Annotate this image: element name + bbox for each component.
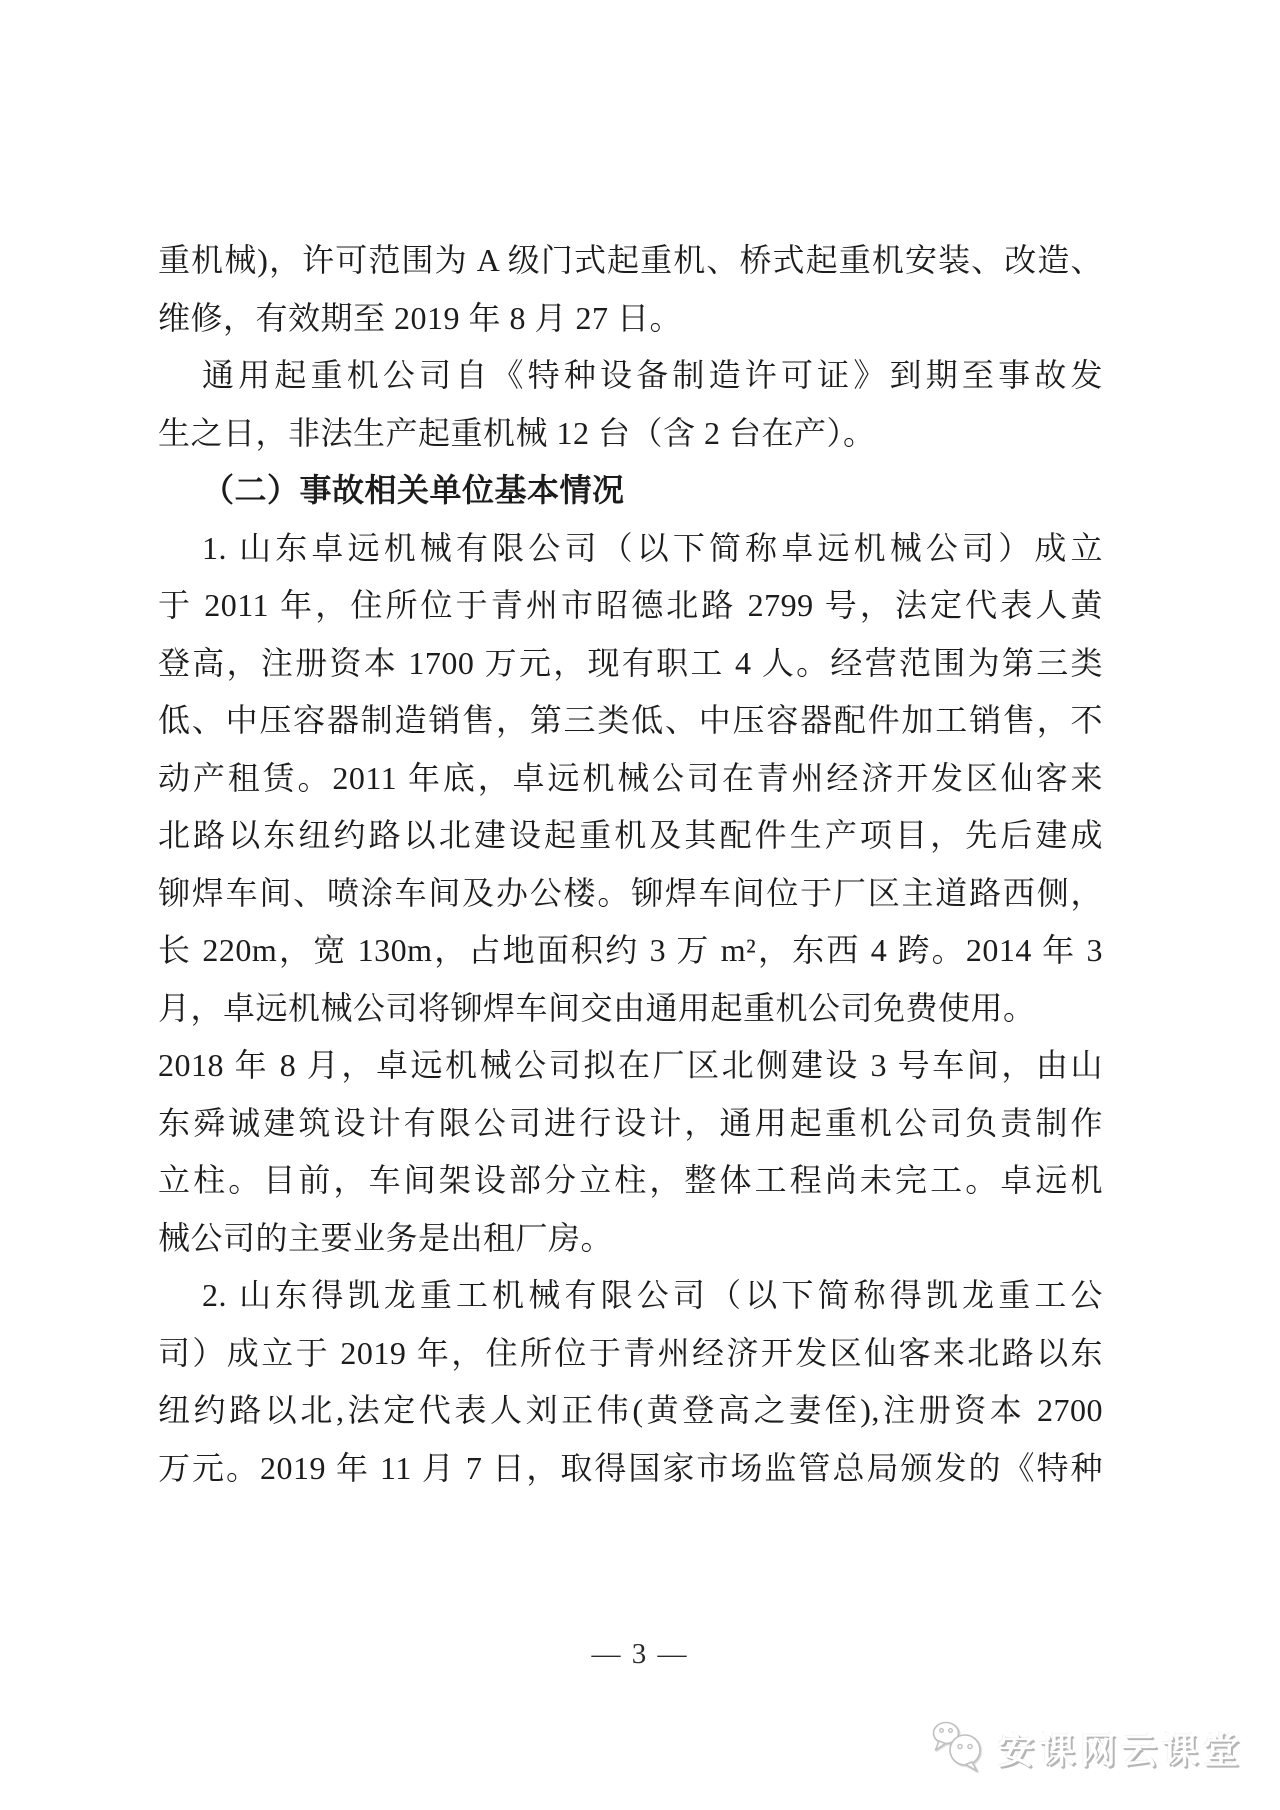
text-line: 纽约路以北,法定代表人刘正伟(黄登高之妻侄),注册资本 2700 — [158, 1392, 1103, 1428]
text-line: 械公司的主要业务是出租厂房。 — [158, 1219, 614, 1256]
text-line: 万元。2019 年 11 月 7 日，取得国家市场监管总局颁发的《特种 — [158, 1449, 1103, 1486]
text-line: 东舜诚建筑设计有限公司进行设计，通用起重机公司负责制作 — [158, 1104, 1103, 1141]
watermark-label: 安课网云课堂 — [997, 1729, 1244, 1771]
page-number: — 3 — — [591, 1638, 689, 1670]
text-line: 通用起重机公司自《特种设备制造许可证》到期至事故发 — [202, 357, 1103, 393]
text-line: 北路以东纽约路以北建设起重机及其配件生产项目，先后建成 — [158, 817, 1103, 853]
text-line: 2. 山东得凯龙重工机械有限公司（以下简称得凯龙重工公 — [202, 1277, 1103, 1313]
text-line: 于 2011 年，住所位于青州市昭德北路 2799 号，法定代表人黄 — [158, 587, 1103, 623]
chat-bubbles-logo-icon — [930, 1720, 988, 1776]
text-line: 铆焊车间、喷涂车间及办公楼。铆焊车间位于厂区主道路西侧， — [158, 874, 1103, 911]
text-line: 长 220m，宽 130m，占地面积约 3 万 m²，东西 4 跨。2014 年 3 — [158, 932, 1103, 968]
text-line: 1. 山东卓远机械有限公司（以下简称卓远机械公司）成立 — [202, 529, 1103, 566]
watermark — [930, 1720, 1244, 1776]
text-line: 司）成立于 2019 年，住所位于青州经济开发区仙客来北路以东 — [158, 1334, 1103, 1371]
text-line: 低、中压容器制造销售，第三类低、中压容器配件加工销售，不 — [158, 702, 1103, 738]
text-line: 立柱。目前，车间架设部分立柱，整体工程尚未完工。卓远机 — [158, 1162, 1103, 1198]
text-line: 重机械)，许可范围为 A 级门式起重机、桥式起重机安装、改造、 — [158, 242, 1103, 278]
document-body — [158, 232, 1103, 1497]
text-line: 维修，有效期至 2019 年 8 月 27 日。 — [158, 299, 683, 336]
text-line: 生之日，非法生产起重机械 12 台（含 2 台在产）。 — [158, 414, 876, 451]
page-footer — [0, 1638, 1280, 1671]
text-line: 登高，注册资本 1700 万元，现有职工 4 人。经营范围为第三类 — [158, 644, 1103, 681]
text-line: 月，卓远机械公司将铆焊车间交由通用起重机公司免费使用。 — [158, 989, 1036, 1026]
text-line: 动产租赁。2011 年底，卓远机械公司在青州经济开发区仙客来 — [158, 759, 1103, 796]
text-line: （二）事故相关单位基本情况 — [202, 472, 625, 508]
text-line: 2018 年 8 月，卓远机械公司拟在厂区北侧建设 3 号车间，由山 — [158, 1047, 1103, 1083]
